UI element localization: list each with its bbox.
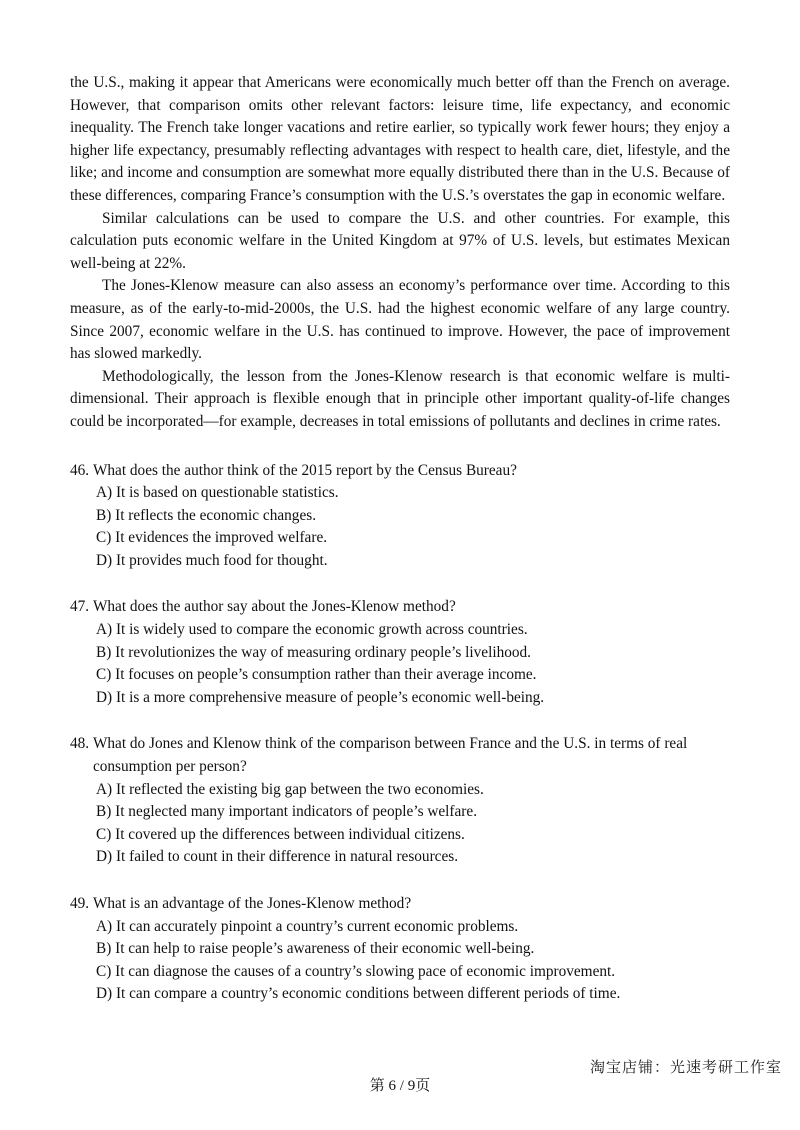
page-content <box>70 72 730 1030</box>
question-text: What does the author think of the 2015 report by the Census Bureau? <box>92 461 517 479</box>
question-number: 49. <box>70 895 93 912</box>
question-stem <box>70 893 730 916</box>
question-text: What do Jones and Klenow think of the comparison between France and the U.S. in terms of real consumption per person? <box>92 735 688 776</box>
question-stem <box>70 733 730 778</box>
option-d: D) It provides much food for thought. <box>96 551 328 569</box>
passage-paragraph-4: Methodologically, the lesson from the Jones-Klenow research is that economic welfare is multi-dimensional. Their approach is flexible enough that in principle other important quality-of-life changes could be incorporated—for example, decreases in total emissions of pollutants and declines in crime rates. <box>70 367 730 430</box>
question-text: What does the author say about the Jones-Klenow method? <box>92 598 456 616</box>
question-text: What is an advantage of the Jones-Klenow method? <box>92 895 412 912</box>
option-c: C) It evidences the improved welfare. <box>96 529 328 547</box>
option-a: A) It can accurately pinpoint a country’s current economic problems. <box>96 917 519 935</box>
page-number: 第 6 / 9页 <box>369 1078 431 1094</box>
question-47 <box>70 596 730 709</box>
question-number: 48. <box>70 735 93 753</box>
option-b: B) It neglected many important indicators of people’s welfare. <box>96 803 478 821</box>
option-a: A) It reflected the existing big gap between the two economies. <box>96 780 484 798</box>
reading-passage <box>70 72 730 434</box>
passage-paragraph-2: Similar calculations can be used to compare the U.S. and other countries. For example, this calculation puts economic welfare in the United Kingdom at 97% of U.S. levels, but estimates Mexican well-being at 22%. <box>70 209 730 272</box>
question-49 <box>70 893 730 1006</box>
question-number: 47. <box>70 598 93 616</box>
option-c: C) It covered up the differences between individual citizens. <box>96 825 465 843</box>
option-a: A) It is widely used to compare the economic growth across countries. <box>96 621 528 639</box>
option-d: D) It can compare a country’s economic conditions between different periods of time. <box>96 985 621 1003</box>
shop-watermark: 淘宝店铺：光速考研工作室 <box>589 1058 782 1076</box>
option-b: B) It reflects the economic changes. <box>96 506 317 524</box>
question-list <box>70 460 730 1006</box>
question-stem <box>70 596 730 619</box>
option-a: A) It is based on questionable statistics. <box>96 484 339 502</box>
question-48 <box>70 733 730 869</box>
passage-paragraph-1: the U.S., making it appear that Americans were economically much better off than the French on average. However, that comparison omits other relevant factors: leisure time, life expectancy, and economic inequality. The French take longer vacations and retire earlier, so typically work fewer hours; they enjoy a higher life expectancy, presumably reflecting advantages with respect to health care, diet, lifestyle, and the like; and income and consumption are somewhat more equally distributed there than in the U.S. Because of these differences, comparing France’s consumption with the U.S.’s overstates the gap in economic welfare. <box>70 74 730 204</box>
question-stem <box>70 460 730 483</box>
option-d: D) It is a more comprehensive measure of people’s economic well-being. <box>96 688 545 706</box>
question-number: 46. <box>70 461 93 479</box>
question-46 <box>70 460 730 573</box>
option-b: B) It revolutionizes the way of measuring ordinary people’s livelihood. <box>96 643 532 661</box>
option-c: C) It can diagnose the causes of a country’s slowing pace of economic improvement. <box>96 962 616 980</box>
option-d: D) It failed to count in their difference in natural resources. <box>96 848 459 866</box>
option-b: B) It can help to raise people’s awareness of their economic well-being. <box>96 940 535 958</box>
passage-paragraph-3: The Jones-Klenow measure can also assess an economy’s performance over time. According to this measure, as of the early-to-mid-2000s, the U.S. had the highest economic welfare of any large country. Since 2007, economic welfare in the U.S. has continued to improve. However, the pace of improvement has slowed markedly. <box>70 277 730 363</box>
option-c: C) It focuses on people’s consumption rather than their average income. <box>96 666 537 684</box>
